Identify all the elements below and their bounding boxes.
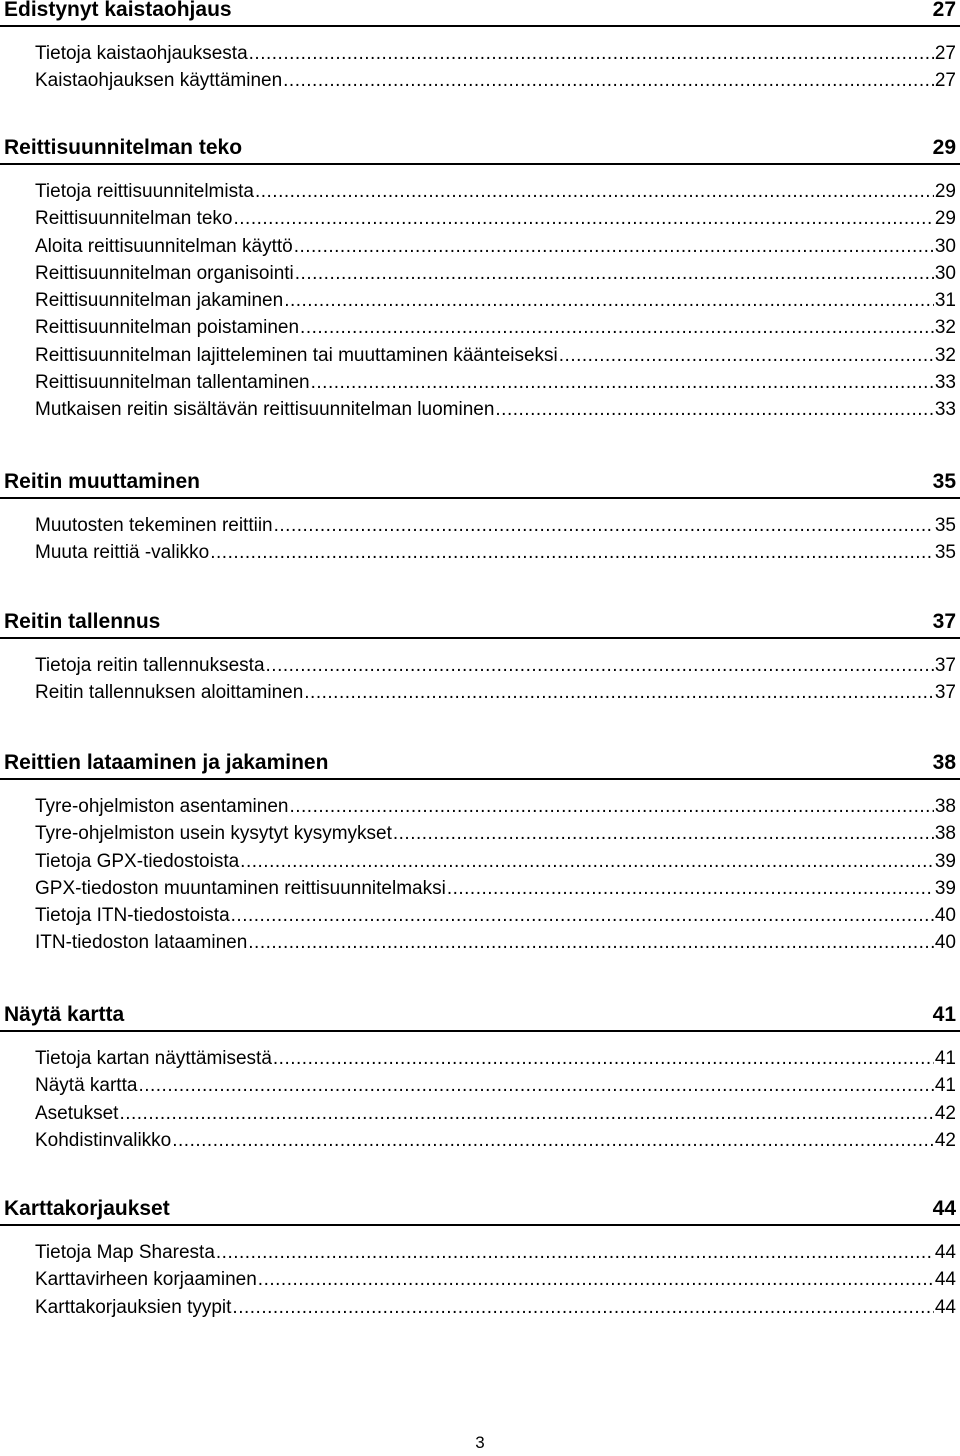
toc-entry[interactable] <box>35 793 956 820</box>
dot-leader <box>255 178 934 205</box>
toc-section <box>0 1003 960 1154</box>
entry-page: 37 <box>934 682 956 704</box>
entry-list <box>0 1045 960 1154</box>
toc-entry[interactable] <box>35 512 956 539</box>
toc-entry[interactable] <box>35 1072 956 1099</box>
section-heading[interactable] <box>0 0 960 27</box>
dot-leader <box>138 1072 933 1099</box>
dot-leader <box>119 1100 933 1127</box>
toc-entry[interactable] <box>35 539 956 566</box>
dot-leader <box>304 679 934 706</box>
dot-leader <box>495 396 933 423</box>
section-page: 29 <box>932 136 956 159</box>
dot-leader <box>294 233 934 260</box>
entry-page: 38 <box>934 823 956 845</box>
entry-title: Aloita reittisuunnitelman käyttö <box>35 235 293 257</box>
entry-page: 44 <box>934 1269 956 1291</box>
entry-page: 29 <box>934 181 956 202</box>
entry-page: 37 <box>934 655 956 676</box>
entry-title: Tietoja reitin tallennuksesta <box>35 655 265 676</box>
toc-entry[interactable] <box>35 233 956 260</box>
entry-title: Tyre-ohjelmiston usein kysytyt kysymykset <box>35 823 392 845</box>
entry-list <box>0 178 960 424</box>
entry-page: 31 <box>934 290 956 312</box>
entry-page: 42 <box>934 1129 956 1151</box>
toc-entry[interactable] <box>35 67 956 94</box>
toc-section <box>0 751 960 957</box>
toc-entry[interactable] <box>35 396 956 423</box>
entry-title: Karttakorjauksien tyypit <box>35 1296 232 1318</box>
section-heading[interactable] <box>0 1003 960 1032</box>
entry-title: Tietoja GPX-tiedostoista <box>35 850 240 872</box>
entry-title: Reitin tallennuksen aloittaminen <box>35 682 304 704</box>
entry-page: 40 <box>934 932 956 954</box>
toc-section <box>0 0 960 95</box>
entry-title: Asetukset <box>35 1102 119 1124</box>
toc-entry[interactable] <box>35 178 956 205</box>
entry-list <box>0 1239 960 1321</box>
entry-page: 38 <box>934 796 956 817</box>
section-page: 41 <box>932 1003 956 1026</box>
section-title: Karttakorjaukset <box>4 1197 170 1220</box>
entry-title: Muuta reittiä -valikko <box>35 542 210 564</box>
toc-entry[interactable] <box>35 1266 956 1293</box>
section-title: Edistynyt kaistaohjaus <box>4 0 232 21</box>
entry-page: 41 <box>934 1075 956 1097</box>
entry-page: 39 <box>934 850 956 872</box>
toc-entry[interactable] <box>35 1127 956 1154</box>
toc-entry[interactable] <box>35 314 956 341</box>
toc-entry[interactable] <box>35 679 956 706</box>
toc-section <box>0 470 960 567</box>
dot-leader <box>447 875 934 902</box>
dot-leader <box>172 1127 934 1154</box>
entry-page: 27 <box>934 70 956 92</box>
section-heading[interactable] <box>0 136 960 165</box>
dot-leader <box>311 369 934 396</box>
entry-title: Reittisuunnitelman jakaminen <box>35 290 284 312</box>
toc-entry[interactable] <box>35 1239 956 1266</box>
entry-page: 29 <box>934 208 956 230</box>
entry-page: 42 <box>934 1102 956 1124</box>
entry-title: Karttavirheen korjaaminen <box>35 1269 257 1291</box>
entry-page: 27 <box>934 43 956 64</box>
toc-entry[interactable] <box>35 1100 956 1127</box>
dot-leader <box>249 40 934 67</box>
section-title: Reitin tallennus <box>4 610 161 633</box>
toc-entry[interactable] <box>35 1045 956 1072</box>
section-page: 27 <box>932 0 956 21</box>
dot-leader <box>300 314 934 341</box>
entry-list <box>0 40 960 95</box>
toc-section <box>0 136 960 424</box>
section-heading[interactable] <box>0 610 960 639</box>
section-page: 35 <box>932 470 956 493</box>
entry-page: 41 <box>934 1048 956 1069</box>
toc-entry[interactable] <box>35 652 956 679</box>
section-title: Reittien lataaminen ja jakaminen <box>4 751 329 774</box>
entry-page: 44 <box>934 1242 956 1263</box>
entry-title: Tietoja Map Sharesta <box>35 1242 215 1263</box>
toc-entry[interactable] <box>35 929 956 956</box>
section-heading[interactable] <box>0 751 960 780</box>
entry-page: 33 <box>934 399 956 421</box>
dot-leader <box>289 793 933 820</box>
entry-list <box>0 793 960 957</box>
dot-leader <box>393 820 934 847</box>
dot-leader <box>234 205 934 232</box>
dot-leader <box>216 1239 934 1266</box>
dot-leader <box>274 512 934 539</box>
toc-entry[interactable] <box>35 820 956 847</box>
dot-leader <box>210 539 934 566</box>
section-title: Reittisuunnitelman teko <box>4 136 243 159</box>
section-title: Näytä kartta <box>4 1003 125 1026</box>
entry-title: Muutosten tekeminen reittiin <box>35 515 273 536</box>
entry-page: 32 <box>934 344 956 366</box>
entry-page: 39 <box>934 877 956 899</box>
entry-title: Tietoja kaistaohjauksesta <box>35 43 248 64</box>
dot-leader <box>283 67 934 94</box>
toc-section <box>0 610 960 707</box>
dot-leader <box>240 848 934 875</box>
entry-page: 33 <box>934 372 956 394</box>
section-heading[interactable] <box>0 470 960 499</box>
entry-page: 35 <box>934 542 956 564</box>
dot-leader <box>284 287 934 314</box>
toc-entry[interactable] <box>35 205 956 232</box>
toc-entry[interactable] <box>35 369 956 396</box>
entry-list <box>0 512 960 567</box>
dot-leader <box>559 342 934 369</box>
page-number: 3 <box>475 1433 485 1452</box>
toc-entry[interactable] <box>35 875 956 902</box>
entry-list <box>0 652 960 707</box>
toc-section <box>0 1197 960 1321</box>
dot-leader <box>295 260 934 287</box>
entry-title: Reittisuunnitelman organisointi <box>35 262 294 284</box>
entry-title: GPX-tiedoston muuntaminen reittisuunnitelmaksi <box>35 877 446 899</box>
entry-title: Reittisuunnitelman tallentaminen <box>35 372 310 394</box>
section-page: 37 <box>932 610 956 633</box>
entry-title: Kohdistinvalikko <box>35 1129 172 1151</box>
section-page: 38 <box>932 751 956 774</box>
entry-title: Tyre-ohjelmiston asentaminen <box>35 796 289 817</box>
dot-leader <box>258 1266 934 1293</box>
toc-entry[interactable] <box>35 260 956 287</box>
entry-title: Tietoja ITN-tiedostoista <box>35 905 230 927</box>
section-heading[interactable] <box>0 1197 960 1226</box>
entry-title: Tietoja kartan näyttämisestä <box>35 1048 272 1069</box>
entry-title: Reittisuunnitelman lajitteleminen tai muuttaminen käänteiseksi <box>35 344 558 366</box>
section-page: 44 <box>932 1197 956 1220</box>
entry-page: 30 <box>934 262 956 284</box>
entry-title: Tietoja reittisuunnitelmista <box>35 181 254 202</box>
dot-leader <box>231 902 934 929</box>
dot-leader <box>248 929 934 956</box>
entry-title: Näytä kartta <box>35 1075 138 1097</box>
entry-page: 40 <box>934 905 956 927</box>
entry-title: Reittisuunnitelman teko <box>35 208 233 230</box>
toc-entry[interactable] <box>35 287 956 314</box>
toc-entry[interactable] <box>35 902 956 929</box>
entry-title: Mutkaisen reitin sisältävän reittisuunnitelman luominen <box>35 399 495 421</box>
entry-page: 30 <box>934 235 956 257</box>
entry-title: Kaistaohjauksen käyttäminen <box>35 70 283 92</box>
entry-title: ITN-tiedoston lataaminen <box>35 932 248 954</box>
toc-entry[interactable] <box>35 848 956 875</box>
entry-title: Reittisuunnitelman poistaminen <box>35 317 300 339</box>
dot-leader <box>232 1294 933 1321</box>
toc-entry[interactable] <box>35 342 956 369</box>
dot-leader <box>273 1045 934 1072</box>
section-title: Reitin muuttaminen <box>4 470 201 493</box>
entry-page: 32 <box>934 317 956 339</box>
toc-entry[interactable] <box>35 1294 956 1321</box>
toc-entry[interactable] <box>35 40 956 67</box>
entry-page: 35 <box>934 515 956 536</box>
entry-page: 44 <box>934 1296 956 1318</box>
dot-leader <box>266 652 934 679</box>
